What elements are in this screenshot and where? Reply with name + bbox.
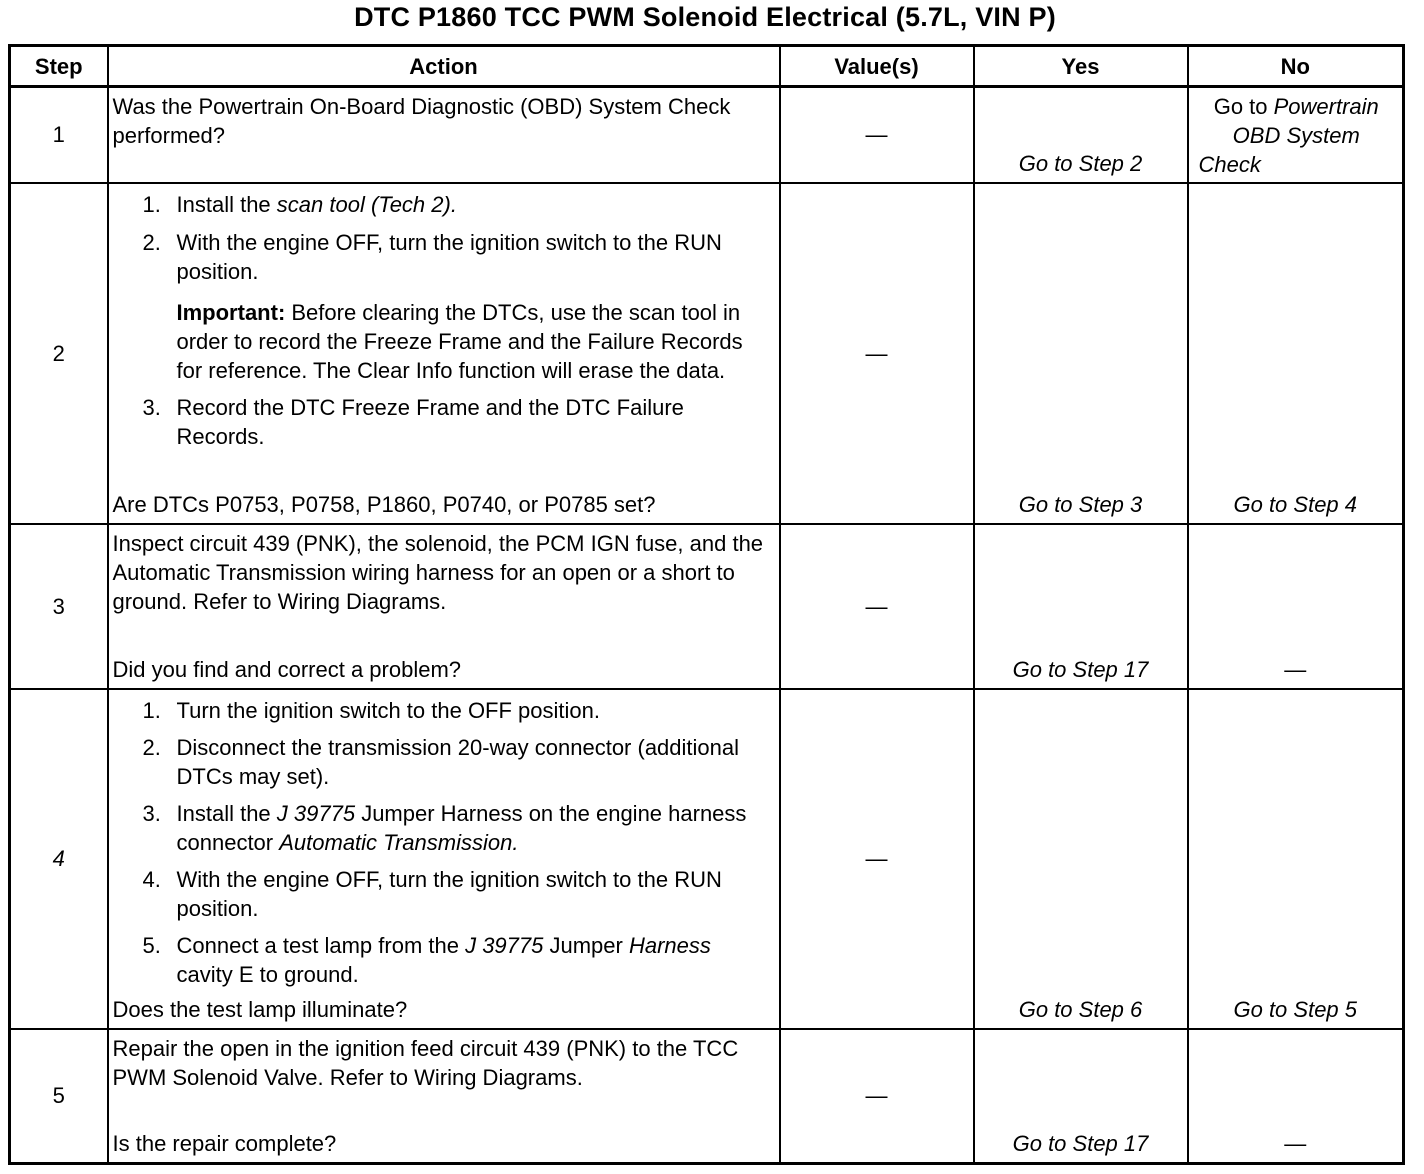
step-index: 3. (142, 800, 161, 826)
no-cell (1188, 183, 1404, 524)
page-title: DTC P1860 TCC PWM Solenoid Electrical (5.7L, VIN P) (354, 2, 1056, 32)
step-text: cavity E to ground. (176, 961, 359, 987)
step-text: Jumper Harness on the engine harness connector (176, 800, 747, 855)
step-number: 2 (10, 183, 108, 524)
action-step (143, 393, 771, 451)
step-index: 2. (142, 229, 161, 255)
no-text-italic: Powertrain (1273, 94, 1379, 119)
yes-link[interactable]: Go to Step 3 (1018, 491, 1143, 517)
step-index: 4. (142, 866, 161, 892)
action-step (143, 190, 771, 219)
action-cell (108, 87, 780, 183)
action-question: Does the test lamp illuminate? (112, 996, 408, 1022)
value-cell: — (780, 524, 974, 689)
value-cell: — (780, 689, 974, 1029)
yes-link[interactable]: Go to Step 2 (1018, 150, 1143, 176)
table-row (10, 87, 1404, 183)
step-text: With the engine OFF, turn the ignition switch to the RUN position. (176, 866, 722, 921)
step-text: Disconnect the transmission 20-way connector (additional DTCs may set). (176, 734, 740, 789)
action-question: Is the repair complete? (112, 1131, 337, 1156)
yes-cell (974, 183, 1188, 524)
header-values: Value(s) (780, 46, 974, 87)
action-question: Did you find and correct a problem? (112, 656, 462, 682)
header-step: Step (10, 46, 108, 87)
tool-name: J 39775 (276, 800, 356, 826)
important-label: Important: (176, 299, 286, 325)
value-cell: — (780, 1029, 974, 1164)
action-text: Repair the open in the ignition feed circuit 439 (PNK) to the TCC PWM Solenoid Valve. Refer to Wiring Diagrams. (112, 1035, 739, 1090)
step-index: 2. (142, 734, 161, 760)
yes-cell (974, 87, 1188, 183)
step-text: With the engine OFF, turn the ignition switch to the RUN position. (176, 229, 722, 284)
action-steps (113, 696, 771, 989)
step-text: Install the (176, 191, 277, 217)
action-steps (113, 190, 771, 286)
action-step (143, 733, 771, 791)
yes-cell (974, 524, 1188, 689)
table-row (10, 689, 1404, 1029)
value-cell: — (780, 87, 974, 183)
no-link[interactable]: Go to Step 5 (1233, 996, 1358, 1022)
no-cell (1188, 689, 1404, 1029)
yes-link[interactable]: Go to Step 17 (1012, 1131, 1149, 1156)
value-cell: — (780, 183, 974, 524)
step-number: 1 (10, 87, 108, 183)
no-link[interactable] (1189, 88, 1403, 179)
action-cell (108, 689, 780, 1029)
action-steps (113, 393, 771, 451)
important-text: Before clearing the DTCs, use the scan tool in order to record the Freeze Frame and the Failure Records for reference. The Clear Info function will erase the data. (176, 299, 743, 383)
action-question: Are DTCs P0753, P0758, P1860, P0740, or P0785 set? (112, 491, 656, 517)
action-step (143, 865, 771, 923)
step-text: Connect a test lamp from the (176, 932, 466, 958)
step-text-italic: Harness (628, 932, 711, 958)
connector-name: Automatic Transmission. (279, 829, 519, 855)
header-yes: Yes (974, 46, 1188, 87)
yes-cell (974, 689, 1188, 1029)
action-text: Inspect circuit 439 (PNK), the solenoid, the PCM IGN fuse, and the Automatic Transmission wiring harness for an open or a short to ground. Refer to Wiring Diagrams. (112, 530, 764, 614)
header-no: No (1188, 46, 1404, 87)
yes-link[interactable]: Go to Step 6 (1018, 996, 1143, 1022)
action-cell (108, 183, 780, 524)
no-cell (1188, 1029, 1404, 1164)
action-step (143, 228, 771, 286)
tool-name: J 39775 (465, 932, 544, 958)
action-step (143, 696, 771, 725)
no-value: — (1284, 1131, 1307, 1156)
step-number: 3 (10, 524, 108, 689)
step-text: Install the (176, 800, 277, 826)
header-row (10, 46, 1404, 87)
step-index: 3. (142, 394, 161, 420)
step-index: 1. (142, 697, 161, 723)
yes-link[interactable]: Go to Step 17 (1012, 656, 1149, 682)
step-text: Jumper (543, 932, 629, 958)
no-cell (1188, 87, 1404, 183)
step-number: 5 (10, 1029, 108, 1164)
diagnostic-table (8, 44, 1405, 1165)
step-text-italic: scan tool (Tech 2). (276, 191, 457, 217)
no-cell (1188, 524, 1404, 689)
no-text-line3: Check (1198, 152, 1261, 177)
step-number: 4 (10, 689, 108, 1029)
action-text: Was the Powertrain On-Board Diagnostic (OBD) System Check performed? (112, 94, 731, 148)
step-text: Record the DTC Freeze Frame and the DTC Failure Records. (176, 394, 684, 449)
action-cell (108, 1029, 780, 1164)
no-value: — (1284, 656, 1307, 682)
important-note (113, 298, 771, 385)
table-row (10, 1029, 1404, 1164)
table-row (10, 183, 1404, 524)
no-link[interactable]: Go to Step 4 (1233, 491, 1358, 517)
table-row (10, 524, 1404, 689)
no-text-plain: Go to (1213, 94, 1274, 119)
step-index: 1. (142, 191, 161, 217)
action-step (143, 799, 771, 857)
header-action: Action (108, 46, 780, 87)
step-text: Turn the ignition switch to the OFF position. (176, 697, 600, 723)
yes-cell (974, 1029, 1188, 1164)
no-text-line2: OBD System (1232, 123, 1360, 148)
action-step (143, 931, 771, 989)
step-index: 5. (142, 932, 161, 958)
action-cell (108, 524, 780, 689)
